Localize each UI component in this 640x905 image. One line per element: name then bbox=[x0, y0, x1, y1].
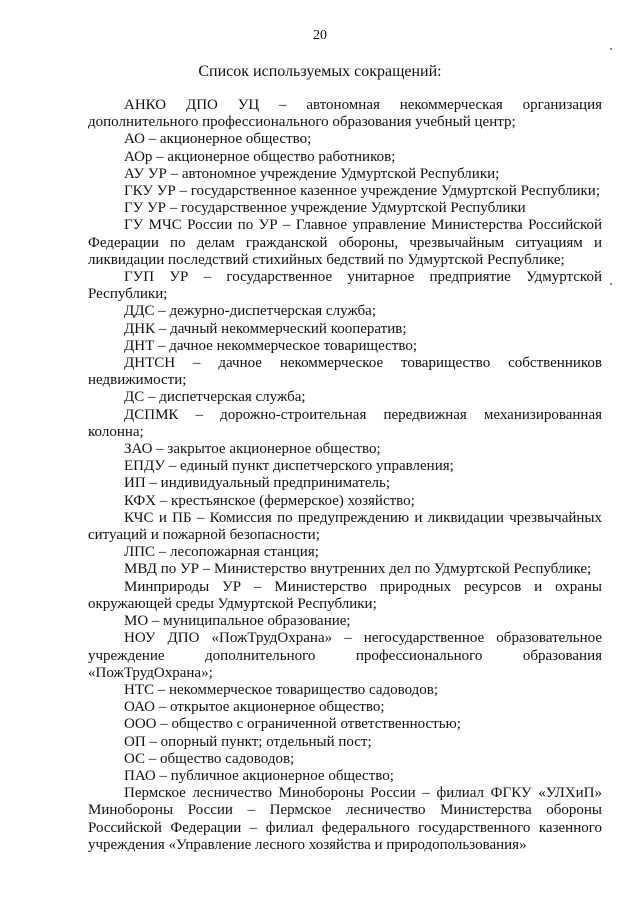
abbreviation-entry: МО – муниципальное образование; bbox=[124, 613, 351, 630]
abbreviation-entry: ИП – индивидуальный предприниматель; bbox=[124, 475, 391, 492]
abbreviation-entry: ДНТ – дачное некоммерческое товарищество; bbox=[124, 337, 417, 354]
abbreviation-entry: ГКУ УР – государственное казенное учреждение Удмуртской Республики; bbox=[124, 183, 601, 200]
abbreviation-entry: АНКО ДПО УЦ – автономная некоммерческая организация дополнительного профессионального образования учебный центр; bbox=[88, 97, 602, 131]
abbreviation-entry: ЕПДУ – единый пункт диспетчерского управления; bbox=[124, 458, 454, 475]
abbreviation-entry: ГУ УР – государственное учреждение Удмуртской Республики bbox=[124, 200, 526, 217]
abbreviation-entry: Пермское лесничество Минобороны России – филиал ФГКУ «УЛХиП» Минобороны России – Пермское лесничество Министерства обороны Российской Федерации – филиал федерального государственного казенного учреждения «Управление лесного хозяйства и природопользования» bbox=[88, 785, 602, 853]
abbreviation-entry: ГУП УР – государственное унитарное предприятие Удмуртской Республики; bbox=[88, 269, 602, 303]
abbreviation-entry: ДС – диспетчерская служба; bbox=[124, 389, 306, 406]
page-heading: Список используемых сокращений: bbox=[198, 63, 442, 80]
scan-speck bbox=[610, 48, 612, 50]
abbreviation-entry: Минприроды УР – Министерство природных ресурсов и охраны окружающей среды Удмуртской Республики; bbox=[88, 578, 602, 612]
abbreviation-entry: АОр – акционерное общество работников; bbox=[124, 148, 396, 165]
abbreviation-entry: КЧС и ПБ – Комиссия по предупреждению и ликвидации чрезвычайных ситуаций и пожарной безопасности; bbox=[88, 509, 602, 544]
abbreviation-entry: НОУ ДПО «ПожТрудОхрана» – негосударственное образовательное учреждение дополнительного профессионального образования «ПожТрудОхрана»; bbox=[88, 630, 602, 681]
abbreviation-entry: ГУ МЧС России по УР – Главное управление Министерства Российской Федерации по делам гражданской обороны, чрезвычайным ситуациям и ликвидации последствий стихийных бедствий по Удмуртской Республике; bbox=[88, 217, 602, 268]
abbreviation-entry: ДНК – дачный некоммерческий кооператив; bbox=[124, 320, 407, 337]
abbreviation-entry: ДСПМК – дорожно-строительная передвижная механизированная колонна; bbox=[88, 406, 602, 440]
page-number: 20 bbox=[313, 28, 327, 43]
abbreviations-list bbox=[88, 97, 602, 854]
abbreviation-entry: ДДС – дежурно-диспетчерская служба; bbox=[124, 303, 376, 320]
abbreviation-entry: АО – акционерное общество; bbox=[124, 131, 312, 148]
scan-speck bbox=[610, 283, 612, 285]
abbreviation-entry: ДНТСН – дачное некоммерческое товарищество собственников недвижимости; bbox=[88, 355, 602, 389]
abbreviation-entry: ЛПС – лесопожарная станция; bbox=[124, 544, 319, 561]
abbreviation-entry: НТС – некоммерческое товарищество садоводов; bbox=[124, 681, 439, 698]
abbreviation-entry: ОС – общество садоводов; bbox=[124, 750, 295, 767]
abbreviation-entry: ЗАО – закрытое акционерное общество; bbox=[124, 441, 381, 458]
abbreviation-entry: ОП – опорный пункт; отдельный пост; bbox=[124, 733, 372, 750]
abbreviation-entry: МВД по УР – Министерство внутренних дел по Удмуртской Республике; bbox=[124, 561, 592, 578]
abbreviation-entry: АУ УР – автономное учреждение Удмуртской Республики; bbox=[124, 165, 500, 182]
abbreviation-entry: ООО – общество с ограниченной ответственностью; bbox=[124, 716, 461, 733]
abbreviation-entry: ОАО – открытое акционерное общество; bbox=[124, 699, 385, 716]
abbreviation-entry: ПАО – публичное акционерное общество; bbox=[124, 767, 394, 784]
abbreviation-entry: КФХ – крестьянское (фермерское) хозяйство; bbox=[124, 492, 415, 509]
